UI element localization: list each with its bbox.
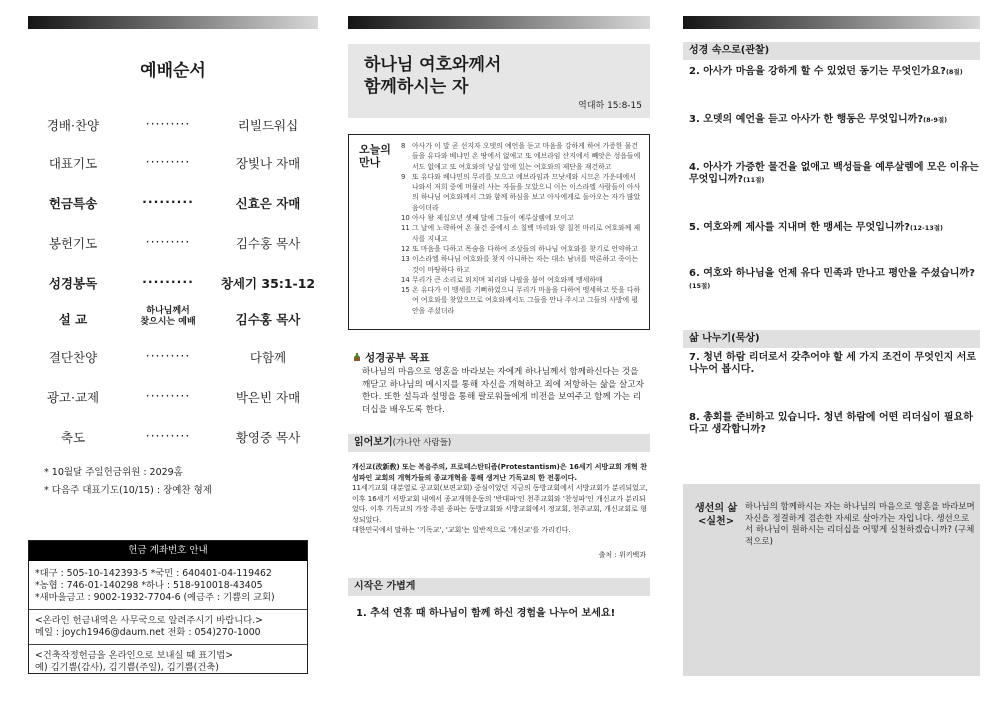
order-item-name: 설 교 (58, 312, 88, 327)
worship-order-row (28, 344, 318, 368)
note-offering-committee: * 10월달 주일헌금위원 : 2029홈 (44, 467, 183, 478)
question-text: 6. 여호와 하나님을 언제 유다 민족과 만나고 평안을 주셨습니까? (689, 268, 975, 279)
question-text: 3. 오뎃의 예언을 듣고 아사가 한 행동은 무엇입니까? (689, 114, 924, 125)
verse-number: 12 (401, 244, 410, 253)
reading-text (352, 462, 648, 536)
verse-text: 이스라엘 하나님 여호와를 찾지 아니하는 자는 대소 남녀를 막론하고 죽이는 것이 마땅하다 하고 (412, 255, 639, 274)
verse (401, 244, 641, 254)
scripture-label (359, 143, 391, 169)
order-item-leader: 황영중 목사 (235, 430, 301, 445)
verse-list (401, 141, 641, 316)
order-item-detail: 하나님께서 찾으시는 예배 (140, 306, 196, 327)
worship-notes (44, 464, 212, 500)
order-item-leader: 신효은 자매 (235, 196, 301, 211)
application-question: 7. 청년 하람 리더로서 갖추어야 할 세 가지 조건이 무엇인지 서로 나누어 봅시다. (689, 352, 977, 375)
reading-source: 출처 : 위키백과 (598, 551, 646, 559)
bank-accounts (29, 561, 307, 609)
reading-paragraph: 11세기교회 대분열로 공교회(보편교회) 중심이었던 지금의 동방교회에서 서방교회가 분리되었고, 이후 16세기 서방교회 내에서 종교개혁운동의 '반대파'인 천주교회와 '찬성파'인 개신교가 분리되었다. 이후 기독교의 가장 주된 종파는 동방교회와 서방교회에서 정교회, 천주교회, 개신교회로 형성되었다. (352, 484, 648, 524)
sermon-title-line: 함께하시는 자 (364, 77, 469, 97)
order-item-name: 헌금특송 (48, 196, 98, 211)
verse-ref: (8절) (945, 68, 963, 76)
worship-order-title: 예배순서 (140, 61, 206, 81)
account-line: *농협 : 746-01-140298 *하나 : 518-910018-43405 (35, 580, 263, 591)
questions-column (683, 0, 980, 707)
order-item-detail: ········· (145, 154, 191, 169)
verse-text: 그 날에 노략하여 온 물건 중에서 소 칠백 마리와 양 칠천 마리로 여호와께 제사를 지내고 (412, 224, 641, 243)
online-offering-title: <온라인 헌금내역은 사무국으로 알려주시기 바랍니다.> (35, 615, 263, 626)
ink-bottle-icon (352, 352, 362, 362)
study-goal-title-text: 성경공부 목표 (365, 352, 430, 364)
scripture-box (348, 134, 650, 330)
order-item-detail: ········· (145, 348, 191, 363)
verse-text: 아사가 이 말 곧 선지자 오뎃의 예언을 듣고 마음을 강하게 하여 가증한 물건들을 유다와 베냐민 온 땅에서 없애고 또 에브라임 산지에서 빼앗은 성읍들에서도 없애고 또 여호와의 낭실 앞에 있는 여호와의 제단을 재건하고 (412, 142, 641, 171)
observe-section-header: 성경 속으로(관찰) (683, 42, 980, 60)
verse-number: 10 (401, 214, 410, 223)
order-item-leader: 장빛나 자매 (235, 156, 301, 171)
verse-text: 또 유다와 베냐민의 무리를 모으고 에브라임과 므낫세와 시므온 가운데에서 나와서 저희 중에 머물러 사는 자들을 모았으니 이는 이스라엘 사람들이 아사의 하나님 여호와께서 그와 함께 하심을 보고 아사에게로 돌아오는 자가 많았음이더라 (412, 172, 641, 212)
note-next-prayer: * 다음주 대표기도(10/15) : 장예찬 형제 (44, 485, 212, 496)
order-item-name: 봉헌기도 (48, 236, 98, 251)
top-gradient-bar (28, 16, 318, 29)
life-practice-text: 하나님의 함께하시는 자는 하나님의 마음으로 영혼을 바라보며 자신을 정결하게 겸손한 자세로 살아가는 자입니다. 생선으로서 하나님이 원하시는 리더십을 어떻게 실천하겠습니까? (구체적으로) (745, 502, 975, 547)
verse-text: 온 유다가 이 맹세를 기뻐하였으니 무리가 마음을 다하여 맹세하고 뜻을 다하여 여호와를 찾았으므로 여호와께서도 그들을 만나 주시고 그들의 사방에 평안을 주셨더라 (412, 286, 641, 315)
worship-order-column (28, 0, 318, 707)
observation-question (689, 66, 979, 78)
sermon-title-box (348, 44, 650, 118)
order-item-detail: ········· (142, 194, 194, 209)
worship-order-row (28, 306, 318, 330)
scripture-label-line: 오늘의 (359, 143, 391, 156)
question-text: 5. 여호와께 제사를 지내며 한 맹세는 무엇입니까? (689, 222, 910, 233)
worship-order-row (28, 150, 318, 174)
top-gradient-bar (348, 16, 650, 29)
verse (401, 223, 641, 244)
worship-order-row (28, 424, 318, 448)
sermon-title (364, 54, 501, 98)
sermon-title-line: 하나님 여호와께서 (364, 55, 502, 75)
order-item-name: 경배·찬양 (46, 118, 100, 133)
order-item-leader: 리빌드워십 (237, 118, 299, 133)
account-line: *대구 : 505-10-142393-5 *국민 : 640401-04-119462 (35, 568, 272, 579)
verse (401, 141, 641, 172)
life-label-line: 생선의 삶 (695, 503, 738, 514)
observation-question (689, 114, 979, 126)
order-item-name: 광고·교제 (46, 390, 100, 405)
reading-subtitle: (가나안 사람들) (392, 438, 452, 448)
online-offering-info (29, 609, 307, 644)
order-item-detail: ········· (145, 234, 191, 249)
sermon-reference: 역대하 15:8-15 (578, 101, 642, 111)
order-item-detail: ········· (145, 428, 191, 443)
worship-order-row (28, 112, 318, 136)
verse (401, 275, 641, 285)
order-item-leader: 다함께 (249, 350, 287, 365)
reading-title: 읽어보기 (354, 437, 393, 448)
verse-number: 9 (401, 172, 406, 181)
reading-section-header (348, 434, 650, 452)
order-item-name: 성경봉독 (48, 276, 98, 291)
question-text: 4. 아사가 가증한 물건을 없애고 백성들을 예루살렘에 모은 이유는 무엇입니까? (689, 162, 979, 185)
building-offering-title: <건축작정헌금을 온라인으로 보내실 때 표기법> (35, 650, 234, 661)
verse-number: 13 (401, 255, 410, 264)
building-offering-info (29, 644, 307, 679)
verse (401, 254, 641, 275)
worship-order-row (28, 270, 318, 294)
verse-text: 또 마음을 다하고 목숨을 다하여 조상들의 하나님 여호와를 찾기로 언약하고 (412, 244, 639, 253)
verse (401, 213, 641, 223)
order-item-leader: 창세기 35:1-12 (220, 276, 316, 291)
scripture-label-line: 만나 (359, 156, 381, 169)
verse-ref: (8-9절) (923, 116, 948, 124)
observation-question (689, 268, 979, 292)
order-item-name: 대표기도 (48, 156, 98, 171)
application-question: 8. 총회를 준비하고 있습니다. 청년 하람에 어떤 리더십이 필요하다고 생각합니까? (689, 412, 973, 435)
account-line: *새마을금고 : 9002-1932-7704-6 (예금주 : 기쁨의 교회) (35, 592, 275, 603)
worship-order-row (28, 384, 318, 408)
top-gradient-bar (683, 16, 980, 29)
order-item-leader: 박은빈 자매 (235, 390, 301, 405)
worship-order-row (28, 190, 318, 214)
observation-question (689, 162, 979, 186)
order-item-name: 축도 (60, 430, 86, 445)
verse-text: 아사 왕 제십오년 셋째 달에 그들이 예루살렘에 모이고 (412, 214, 574, 223)
start-section-header: 시작은 가볍게 (348, 578, 650, 596)
question-text: 2. 아사가 마음을 강하게 할 수 있었던 동기는 무엇인가요? (689, 66, 946, 77)
bank-box-header: 헌금 계좌번호 안내 (29, 541, 307, 561)
order-item-detail: ········· (145, 388, 191, 403)
order-item-name: 결단찬양 (48, 350, 98, 365)
reading-paragraph: 대한민국에서 말하는 '기독교', '교회'는 일반적으로 '개신교'를 가리킨다. (352, 526, 571, 534)
question-1: 1. 추석 연휴 때 하나님이 함께 하신 경험을 나누어 보세요! (356, 608, 616, 619)
verse-number: 15 (401, 286, 410, 295)
verse (401, 285, 641, 316)
order-item-leader: 김수홍 목사 (235, 312, 301, 327)
reading-paragraph: 개신교(改新敎) 또는 복음주의, 프로테스탄티즘(Protestantism)은 16세기 서방교회 개혁 찬성파인 교회의 개혁가들의 종교개혁을 통해 생겨난 기독교의 한 전통이다. (352, 463, 647, 482)
observation-question (689, 222, 979, 234)
order-item-leader: 김수홍 목사 (235, 236, 301, 251)
verse-text: 무리가 큰 소리로 외치며 피리와 나팔을 불어 여호와께 맹세하매 (412, 275, 603, 284)
order-item-detail: ········· (142, 274, 194, 289)
study-goal-text: 하나님의 마음으로 영혼을 바라보는 자에게 하나님께서 함께하신다는 것을 깨닫고 하나님의 메시지를 통해 자신을 개혁하고 죄에 저항하는 삶을 살고자 한다. 또한 설득과 설명을 통해 팔로워들에게 비전을 보여주고 함께 가는 리더십을 배우도록 한다. (362, 367, 644, 415)
worship-order-row (28, 230, 318, 254)
verse-ref: (15절) (689, 282, 711, 290)
study-goal-title (352, 350, 430, 365)
verse-number: 14 (401, 275, 410, 284)
life-label-line: <실천> (698, 516, 735, 527)
order-item-detail: ········· (145, 116, 191, 131)
verse-ref: (11절) (743, 176, 765, 184)
verse-number: 11 (401, 224, 410, 233)
apply-section-header: 삶 나누기(묵상) (683, 330, 980, 348)
online-offering-contact: 메일 : joych1946@daum.net 전화 : 054)270-1000 (35, 627, 261, 638)
building-offering-example: 예) 김기쁨(감사), 김기쁨(주일), 김기쁨(건축) (35, 662, 219, 673)
life-practice-label (695, 502, 737, 528)
life-practice-box (683, 484, 980, 676)
sermon-column (348, 0, 650, 707)
verse-ref: (12-13절) (910, 224, 944, 232)
verse-number: 8 (401, 142, 406, 150)
verse (401, 172, 641, 213)
bank-account-box (28, 540, 308, 674)
